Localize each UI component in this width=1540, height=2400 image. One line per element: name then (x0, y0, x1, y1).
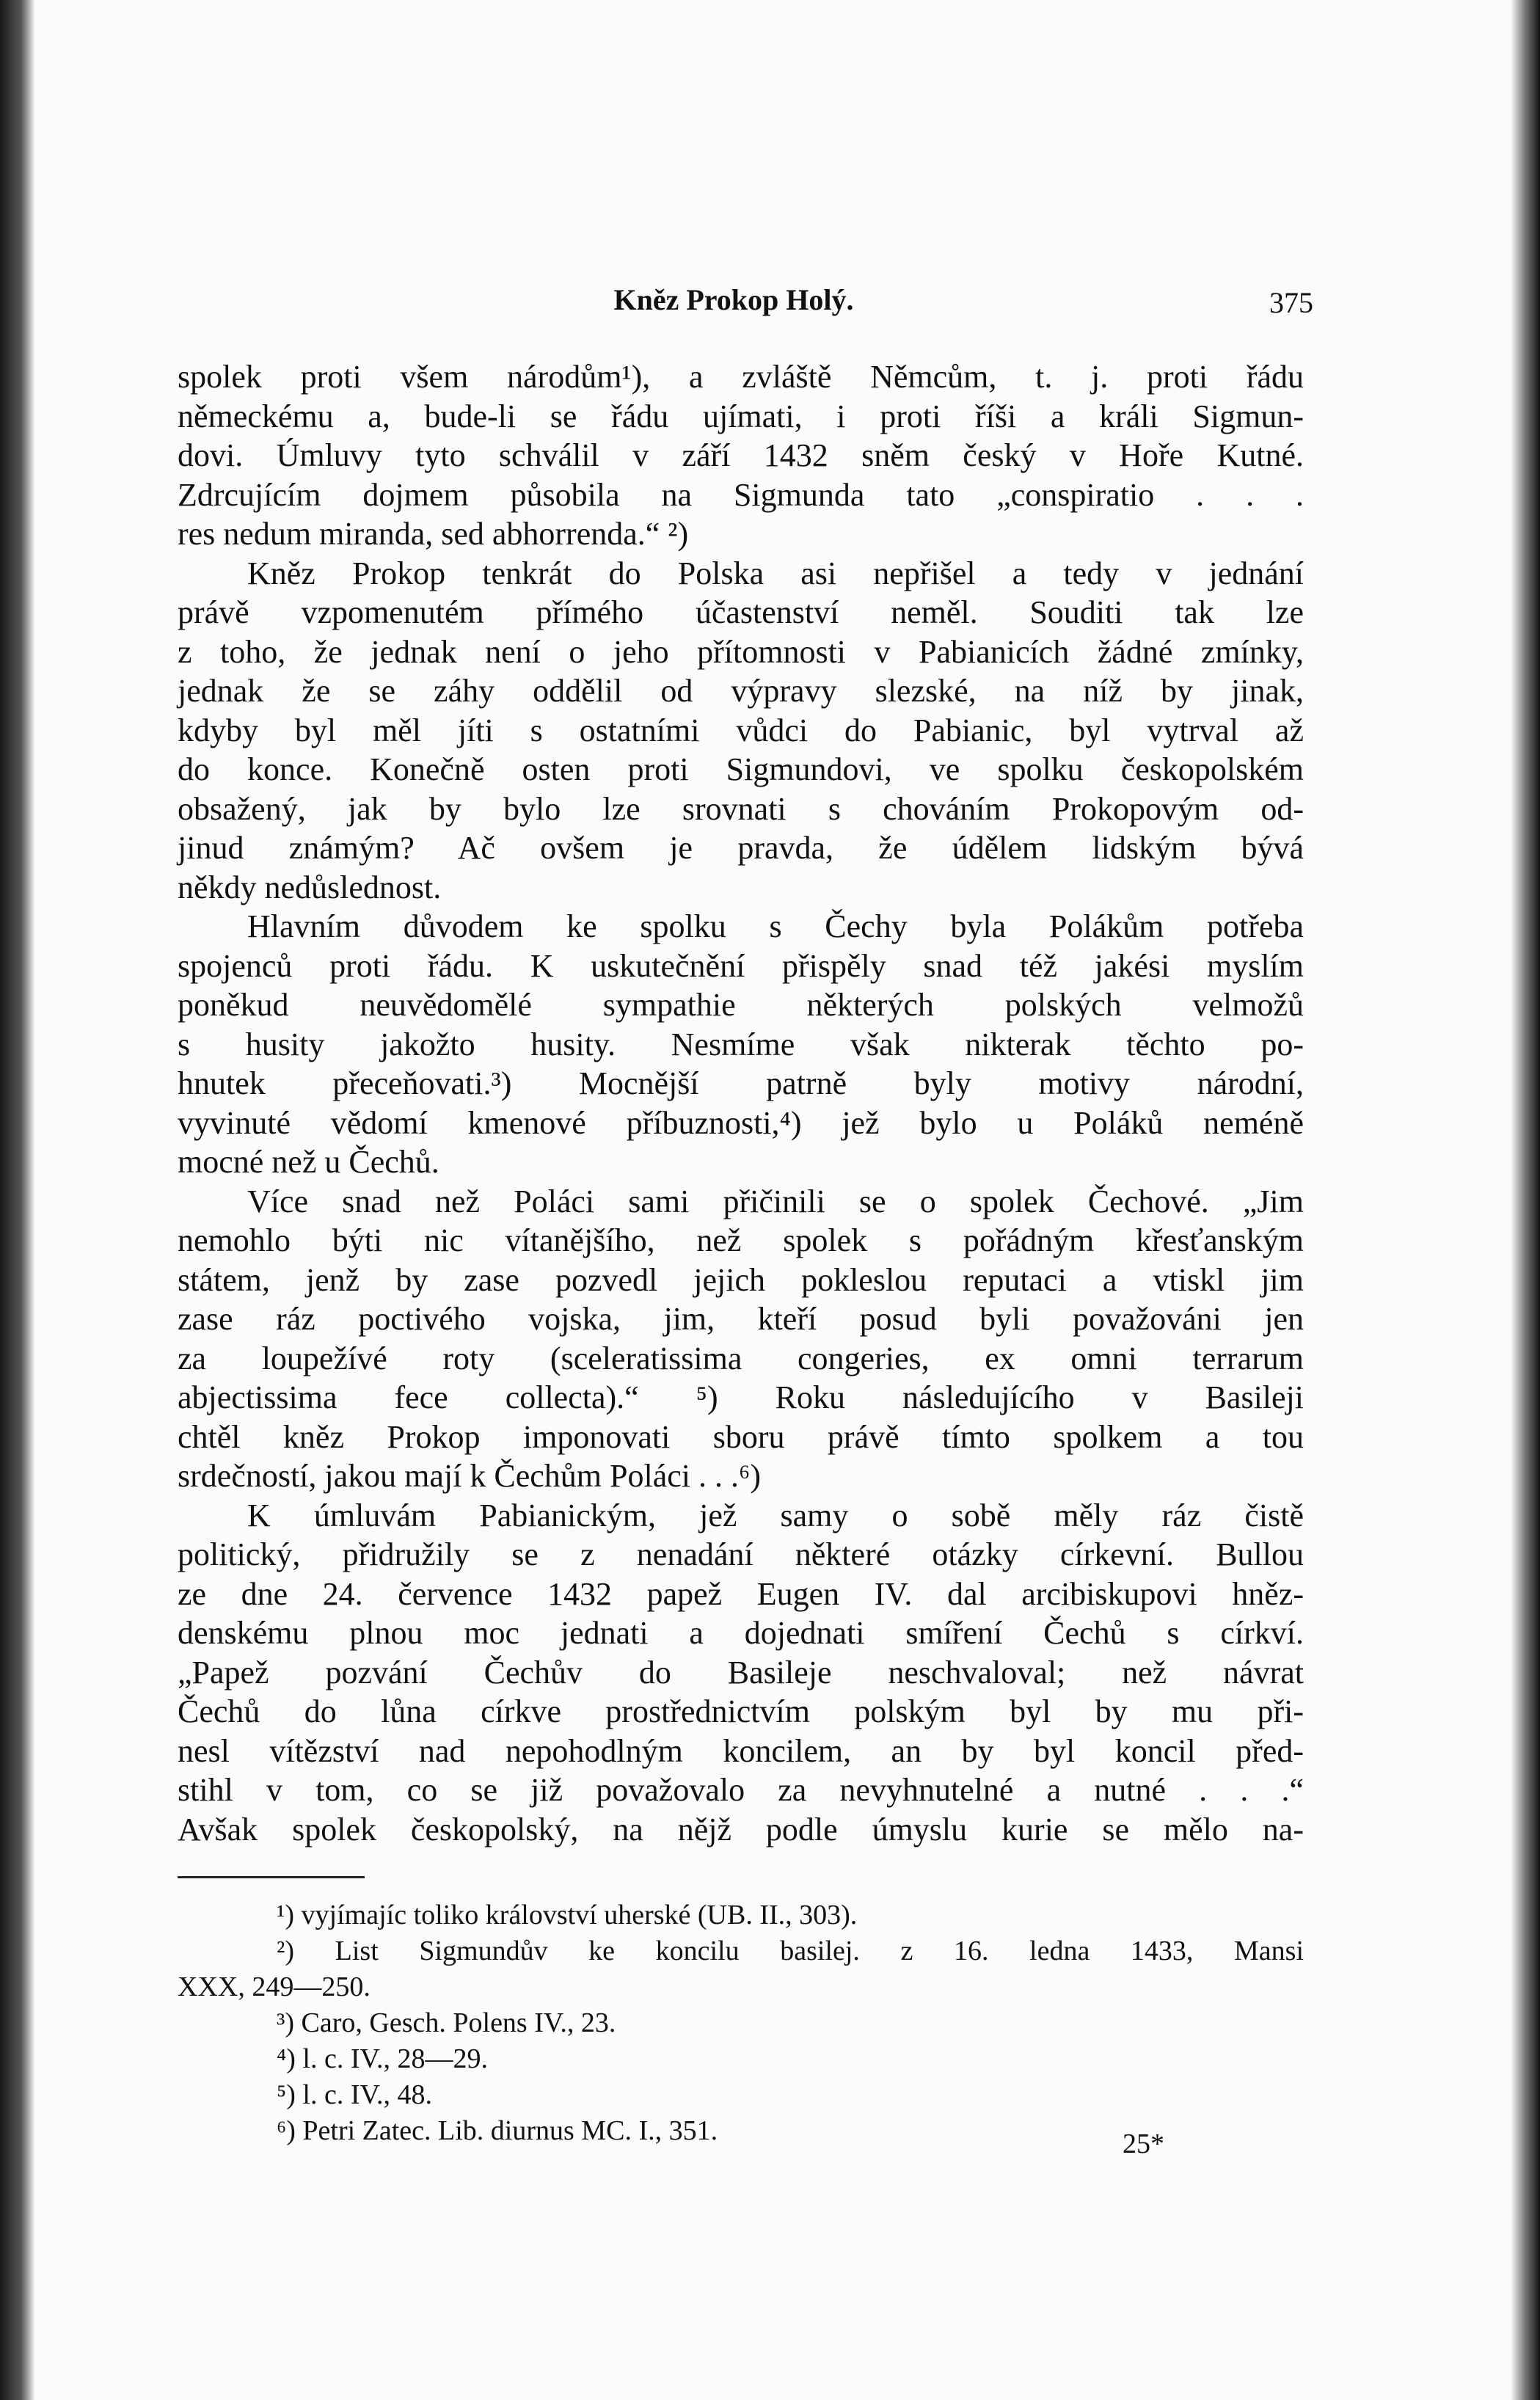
running-header (154, 282, 1313, 327)
text-line: z toho, že jednak není o jeho přítomnosti v Pabianicích žádné zmínky, (178, 633, 1304, 670)
signature-mark: 25* (1123, 2129, 1164, 2159)
text-line: právě vzpomenutém přímého účastenství neměl. Souditi tak lze (178, 594, 1304, 630)
text-line: Zdrcujícím dojmem působila na Sigmunda tato „conspiratio . . . (178, 476, 1304, 513)
text-line: stihl v tom, co se již považovalo za nevyhnutelné a nutné . . .“ (178, 1772, 1304, 1808)
footnote: XXX, 249—250. (178, 1972, 371, 2002)
text-line: spolek proti všem národům¹), a zvláště Němcům, t. j. proti řádu (178, 359, 1304, 395)
text-line: vyvinuté vědomí kmenové příbuznosti,⁴) jež bylo u Poláků neméně (178, 1104, 1304, 1141)
text-line: spojenců proti řádu. K uskutečnění přispěly snad též jakési myslím (178, 947, 1304, 984)
footnote: ⁴) l. c. IV., 28—29. (277, 2043, 489, 2074)
footnote: ¹) vyjímajíc toliko království uherské (UB. II., 303). (277, 1900, 858, 1930)
text-line: nesl vítězství nad nepohodlným koncilem, an by byl koncil před- (178, 1732, 1304, 1769)
text-line: Čechů do lůna církve prostřednictvím polským byl by mu při- (178, 1693, 1304, 1729)
text-line: ze dne 24. července 1432 papež Eugen IV. dal arcibiskupovi hněz- (178, 1575, 1304, 1612)
text-line: Hlavním důvodem ke spolku s Čechy byla Polákům potřeba (247, 908, 1304, 944)
text-line: hnutek přeceňovati.³) Mocnější patrně byly motivy národní, (178, 1065, 1304, 1101)
text-line: res nedum miranda, sed abhorrenda.“ ²) (178, 516, 689, 552)
text-line: Avšak spolek českopolský, na nějž podle úmyslu kurie se mělo na- (178, 1811, 1304, 1848)
text-line: chtěl kněz Prokop imponovati sboru právě tímto spolkem a tou (178, 1418, 1304, 1455)
text-line: Více snad než Poláci sami přičinili se o spolek Čechové. „Jim (247, 1183, 1304, 1219)
text-line: K úmluvám Pabianickým, jež samy o sobě měly ráz čistě (247, 1497, 1304, 1533)
footnotes (178, 1897, 1304, 2149)
text-line: obsažený, jak by bylo lze srovnati s chováním Prokopovým od- (178, 790, 1304, 827)
text-line: někdy nedůslednost. (178, 869, 442, 905)
footnote: ²) List Sigmundův ke koncilu basilej. z 16. ledna 1433, Mansi (277, 1936, 1304, 1966)
text-line: s husity jakožto husity. Nesmíme však nikterak těchto po- (178, 1026, 1304, 1062)
text-line: dovi. Úmluvy tyto schválil v září 1432 sněm český v Hoře Kutné. (178, 437, 1304, 473)
text-line: mocné než u Čechů. (178, 1144, 439, 1180)
page-edge-shadow-right (1511, 0, 1540, 2400)
footnote-divider (178, 1876, 365, 1878)
header-title: Kněz Prokop Holý. (613, 283, 854, 316)
text-line: politický, přidružily se z nenadání některé otázky církevní. Bullou (178, 1536, 1304, 1572)
text-line: za loupežívé roty (sceleratissima congeries, ex omni terrarum (178, 1340, 1304, 1376)
footnote: ⁶) Petri Zatec. Lib. diurnus MC. I., 351. (277, 2115, 718, 2146)
text-line: abjectissima fece collecta).“ ⁵) Roku následujícího v Basileji (178, 1379, 1304, 1415)
footnote: ³) Caro, Gesch. Polens IV., 23. (277, 2007, 616, 2038)
text-line: německému a, bude-li se řádu ujímati, i proti říši a králi Sigmun- (178, 398, 1304, 434)
text-line: kdyby byl měl jíti s ostatními vůdci do Pabianic, byl vytrval až (178, 712, 1304, 748)
text-line: jednak že se záhy oddělil od výpravy slezské, na níž by jinak, (178, 673, 1304, 709)
text-line: srdečností, jakou mají k Čechům Poláci . . .⁶) (178, 1458, 761, 1494)
book-page (22, 0, 1519, 2400)
text-line: státem, jenž by zase pozvedl jejich pokleslou reputaci a vtiskl jim (178, 1261, 1304, 1298)
text-line: nemohlo býti nic vítanějšího, než spolek s pořádným křesťanským (178, 1222, 1304, 1258)
footnote: ⁵) l. c. IV., 48. (277, 2079, 433, 2110)
text-line: zase ráz poctivého vojska, jim, kteří posud byli považováni jen (178, 1301, 1304, 1337)
text-line: do konce. Konečně osten proti Sigmundovi, ve spolku českopolském (178, 751, 1304, 787)
text-line: denskému plnou moc jednati a dojednati smíření Čechů s církví. (178, 1615, 1304, 1651)
text-line: jinud známým? Ač ovšem je pravda, že údělem lidským bývá (178, 830, 1304, 866)
text-line: poněkud neuvědomělé sympathie některých polských velmožů (178, 987, 1304, 1023)
page-number: 375 (1269, 286, 1313, 319)
text-line: Kněz Prokop tenkrát do Polska asi nepřišel a tedy v jednání (247, 555, 1304, 591)
text-line: „Papež pozvání Čechův do Basileje neschvaloval; než návrat (178, 1654, 1304, 1690)
body-text (178, 357, 1304, 1849)
page-edge-shadow-left (0, 0, 35, 2400)
